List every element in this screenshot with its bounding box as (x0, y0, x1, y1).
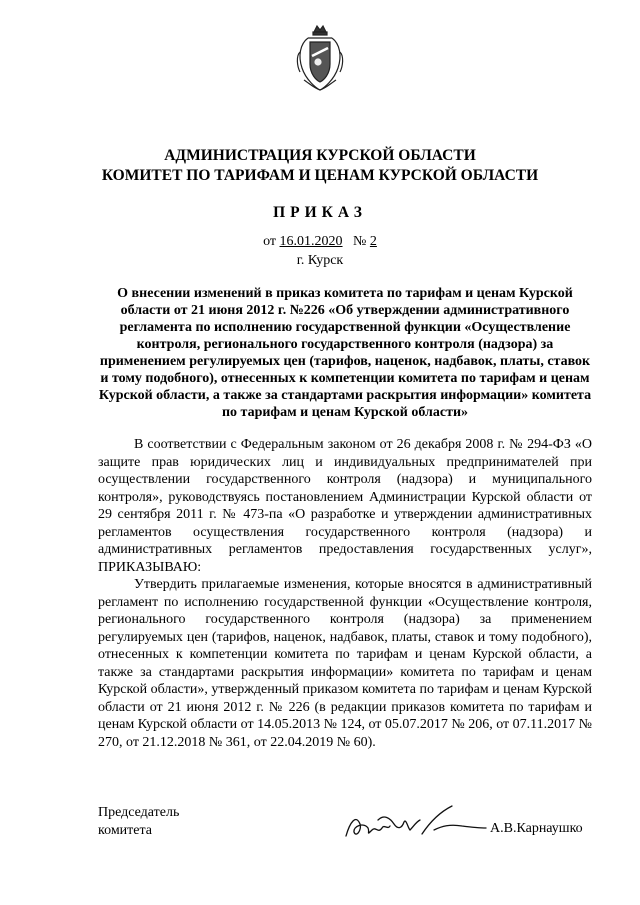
city: г. Курск (296, 253, 344, 268)
handwritten-signature-icon (338, 800, 488, 850)
date-prefix: от (263, 234, 277, 249)
document-number: 2 (369, 234, 377, 249)
document-date: 16.01.2020 (279, 234, 343, 249)
document-body (98, 436, 592, 751)
document-heading: О внесении изменений в приказ комитета по тарифам и ценам Курской области от 21 июня 2012 г. №226 «Об утверждении административного регламента по исполнению государственной функции «Осуществление контроля, регионального государственного контроля (надзора) за применением регулируемых цен (тарифов, наценок, надбавок, платы, ставок и тому подобного), отнесенных к компетенции комитета по тарифам и ценам Курской области, а также за стандартами раскрытия информации» комитета по тарифам и ценам Курской области» (98, 286, 592, 420)
date-number-line (0, 234, 640, 250)
position-line-2: комитета (98, 823, 153, 838)
org-name-line1: АДМИНИСТРАЦИЯ КУРСКОЙ ОБЛАСТИ (164, 147, 476, 164)
coat-of-arms-icon (294, 22, 346, 94)
signatory-position (98, 804, 179, 840)
document-type: ПРИКАЗ (273, 204, 367, 221)
org-name-line2: КОМИТЕТ ПО ТАРИФАМ И ЦЕНАМ КУРСКОЙ ОБЛАСТИ (101, 167, 539, 184)
body-paragraph-2: Утвердить прилагаемые изменения, которые вносятся в административный регламент по исполнению государственной функции «Осуществление контроля, регионального государственного контроля (надзора) за применением регулируемых цен (тарифов, наценок, надбавок, платы, ставок и тому подобного), отнесенных к компетенции комитета по тарифам и ценам Курской области, а также за стандартами раскрытия информации» комитета по тарифам и ценам Курской области», утвержденный приказом комитета по тарифам и ценам Курской области от 21 июня 2012 г. № 226 (в редакции приказов комитета по тарифам и ценам Курской области от 14.05.2013 № 124, от 05.07.2017 № 206, от 07.11.2017 № 270, от 21.12.2018 № 361, от 22.04.2019 № 60). (98, 577, 593, 750)
body-paragraph-1: В соответствии с Федеральным законом от 26 декабря 2008 г. № 294-ФЗ «О защите прав юридических лиц и индивидуальных предпринимателей при осуществлении государственного контроля (надзора) и муниципального контроля», руководствуясь постановлением Администрации Курской области от 29 сентября 2011 г. № 473-па «О разработке и утверждении административных регламентов осуществления государственного контроля (надзора) и административных регламентов предоставления государственных услуг», ПРИКАЗЫВАЮ: (98, 437, 592, 575)
signatory-name: А.В.Карнаушко (490, 821, 583, 836)
position-line-1: Председатель (98, 805, 180, 820)
number-prefix: № (353, 234, 367, 249)
